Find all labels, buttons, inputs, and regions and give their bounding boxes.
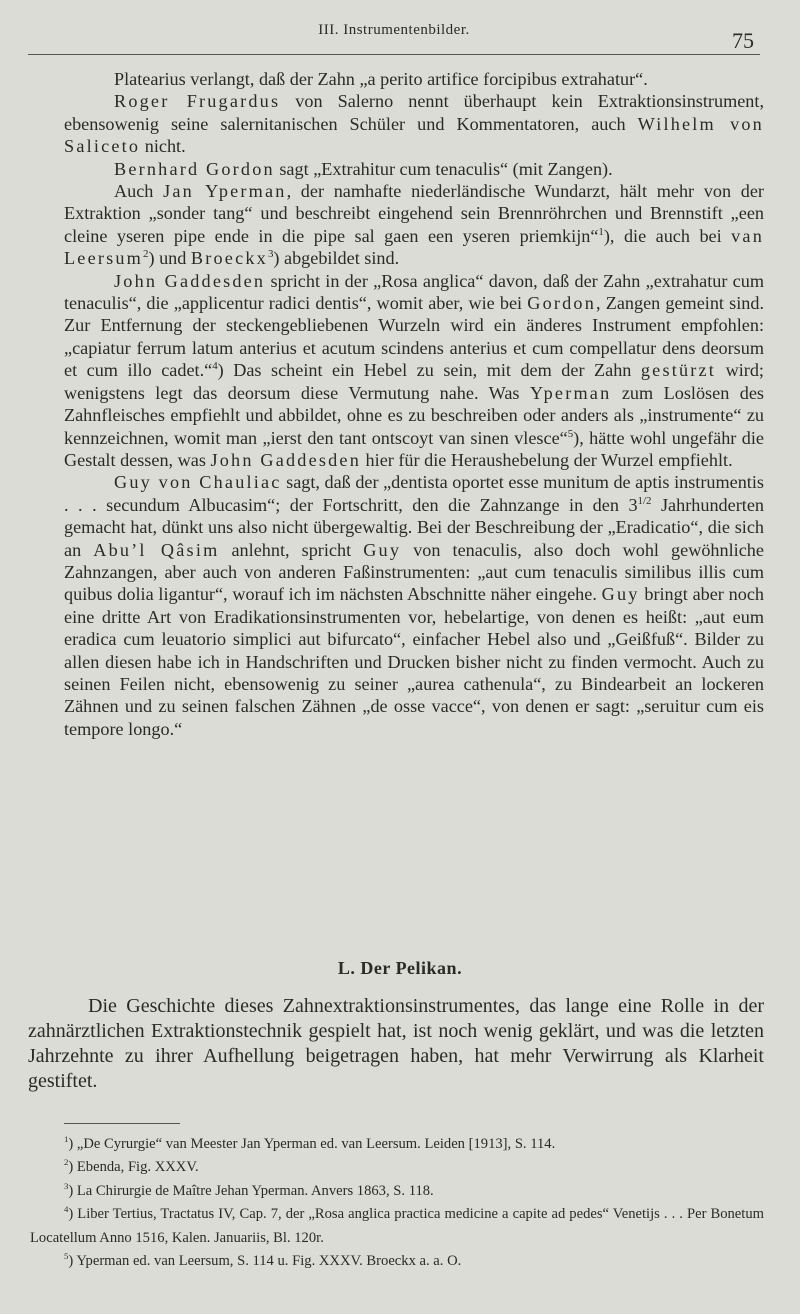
- person-name: Guy von Chauliac: [114, 472, 282, 493]
- paragraph-gordon: [64, 158, 764, 180]
- person-name: Guy: [363, 539, 402, 560]
- footnote: [30, 1133, 764, 1156]
- person-name: Bernhard Gordon: [114, 158, 275, 179]
- footnote-number: 3: [64, 1180, 69, 1191]
- paragraph-text: Platearius verlangt, daß der Zahn „a perito artifice forcipibus extrahatur“.: [114, 69, 648, 89]
- footnote-text: ) Liber Tertius, Tractatus IV, Cap. 7, der „Rosa anglica practica medicine a capite ad pedes“ Venetijs . . . Per Bonetum Locatellum Anno 1516, Kalen. Januariis, Bl. 120r.: [30, 1206, 764, 1246]
- footnote-number: 4: [64, 1204, 69, 1215]
- footnote-ref: 1: [598, 225, 604, 238]
- person-name: Abu’l Qâsim: [93, 539, 220, 560]
- footnote: [30, 1180, 764, 1203]
- footnote: [30, 1250, 764, 1273]
- footnote-divider: [64, 1123, 180, 1124]
- footnote-text: ) La Chirurgie de Maître Jehan Yperman. Anvers 1863, S. 118.: [68, 1182, 434, 1199]
- paragraph-chauliac: [64, 471, 764, 740]
- footnote-ref: 3: [267, 248, 274, 261]
- person-name: Jan Yperman: [163, 181, 287, 202]
- paragraph-text: , der namhafte niederländische Wundarzt, hält mehr von der Extraktion „sonder tang“ und beschreibt eingehend sein Brennröhrchen und Brennstift „een cleine yseren pipe ende in die pipe sal gaen een yseren priemkijn“: [64, 181, 764, 246]
- paragraph-text: ) abgebildet sind.: [273, 248, 400, 269]
- paragraph-gaddesden: [64, 270, 764, 472]
- intro-paragraph: Die Geschichte dieses Zahnextraktionsinstrumentes, das lange eine Rolle in der zahnärztlichen Extraktionstechnik gespielt hat, ist noch wenig geklärt, und was die letzten Jahrzehnte zu ihrer Aufhellung beigetragen haben, hat mehr Verwirrung als Klarheit gestiftet.: [28, 995, 764, 1092]
- paragraph-text: wird; wenigstens legt das deorsum diese Vermutung nahe. Was: [64, 360, 764, 403]
- paragraph-text: ) und: [148, 248, 191, 269]
- paragraph-text: zum Loslösen des Zahnfleisches empfiehlt und abbildet, ohne es zu beschreiben oder anders als „instrumente“ zu kennzeichnen, womit man „ierst den tant ontscoyt van sinen vlesce“: [64, 382, 764, 448]
- paragraph-text: sagt, daß der „dentista oportet esse munitum de aptis instrumentis . . . secundum Albucasim“; der Fortschritt, den die Zahnzange in den 3: [64, 472, 764, 515]
- footnote: [30, 1156, 764, 1179]
- person-name: Gordon: [527, 293, 597, 314]
- footnotes: [30, 1133, 764, 1273]
- fraction: 1/2: [637, 494, 652, 507]
- paragraph-yperman: [64, 180, 764, 270]
- person-name: Broeckx: [190, 248, 268, 269]
- page-number: 75: [732, 28, 754, 53]
- footnote-number: 5: [64, 1251, 69, 1262]
- paragraph-text: anlehnt, spricht: [219, 539, 364, 560]
- paragraph-text: Jahrhunderten gemacht hat, dünkt uns also nicht übergewaltig. Bei der Beschreibung der „Eradicatio“, die sich an: [64, 494, 765, 560]
- chapter-intro: [28, 994, 764, 1094]
- footnote: [30, 1203, 764, 1250]
- paragraph-text: von tenaculis, also doch wohl gewöhnliche Zahnzangen, aber auch von anderen Faßinstrumenten: „aut cum tenaculis similibus illis cum quibus dolia ligantur“, worauf ich im nächsten Abschnitte näher eingehe.: [64, 539, 764, 605]
- paragraph-text: ), hätte wohl ungefähr die Gestalt dessen, was: [64, 427, 764, 470]
- paragraph-text: nicht.: [140, 136, 186, 157]
- paragraph-text: bringt aber noch eine dritte Art von Eradikationsinstrumenten vor, hebelartige, von denen es heißt: „aut eum eradica cum leuatorio simplici aut bifurcato“, einfacher Hebel also und „Geißfuß“. Bilder zu allen diesen habe ich in Handschriften und Drucken bisher nicht zu finden vermocht. Auch zu seinen Feilen nicht, ebensowenig zu seiner „aurea cathenula“, zu Bindearbeit an lockeren Zähnen und zu seinen falschen Zähnen „de osse vacce“, von denen er sagt: „seruitur cum eis tempore longo.“: [64, 584, 764, 739]
- footnote-text: ) Yperman ed. van Leersum, S. 114 u. Fig. XXXV. Broeckx a. a. O.: [68, 1253, 462, 1270]
- person-name: Guy: [601, 584, 640, 605]
- footnote-ref: 2: [143, 248, 149, 261]
- person-name: Roger Frugardus: [114, 91, 281, 112]
- section-title: III. Instrumentenbilder.: [318, 22, 470, 38]
- paragraph-text: sagt „Extrahitur cum tenaculis“ (mit Zangen).: [274, 158, 613, 179]
- footnote-text: ) „De Cyrurgie“ van Meester Jan Yperman ed. van Leersum. Leiden [1913], S. 114.: [68, 1136, 556, 1152]
- footnote-text: ) Ebenda, Fig. XXXV.: [68, 1159, 199, 1176]
- running-header: [28, 18, 760, 55]
- chapter-heading: L. Der Pelikan.: [337, 958, 463, 978]
- paragraph-platearius: [64, 68, 764, 90]
- paragraph-text: Auch: [114, 181, 164, 202]
- person-name: Yperman: [529, 382, 612, 403]
- person-name: van Leersum: [64, 225, 765, 269]
- footnote-number: 1: [64, 1134, 69, 1145]
- person-name: Wilhelm von Saliceto: [64, 113, 764, 157]
- footnote-ref: 5: [567, 427, 574, 440]
- paragraph-text: von Salerno nennt überhaupt kein Extraktionsinstrument, ebensowenig seine salernitanischen Schüler und Kommentatoren, auch: [64, 91, 764, 134]
- footnote-ref: 4: [212, 360, 218, 373]
- person-name: John Gaddesden: [210, 449, 361, 470]
- paragraph-text: , Zangen gemeint sind. Zur Entfernung der steckengebliebenen Wurzeln wird ein änderes Instrument empfohlen: „capiatur ferrum latum anterius et acutum scindens anterius et cum compellatur dens deorsum et cum illo cadet.“: [64, 293, 764, 381]
- paragraph-text: spricht in der „Rosa anglica“ davon, daß der Zahn „extrahatur cum tenaculis“, die „applicentur radici dentis“, womit aber, wie bei: [64, 270, 764, 314]
- emphasized-word: gestürzt: [640, 360, 717, 381]
- person-name: John Gaddesden: [114, 270, 266, 291]
- main-text: [64, 68, 764, 740]
- paragraph-text: hier für die Heraushebelung der Wurzel empfiehlt.: [361, 449, 733, 470]
- paragraph-frugardus: [64, 90, 764, 157]
- paragraph-text: ) Das scheint ein Hebel zu sein, mit dem der Zahn: [217, 360, 641, 381]
- footnote-number: 2: [64, 1157, 69, 1168]
- paragraph-text: ), die auch bei: [603, 225, 732, 246]
